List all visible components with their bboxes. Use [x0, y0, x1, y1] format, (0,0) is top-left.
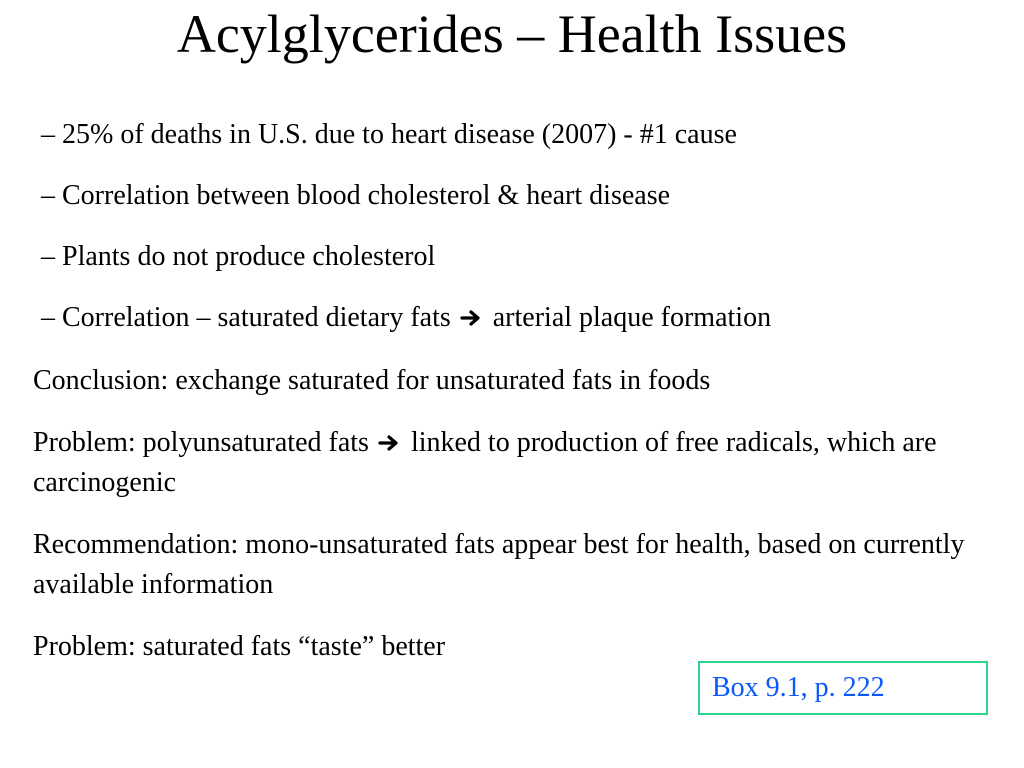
body-paragraphs	[33, 361, 983, 689]
bullet-item	[41, 299, 1001, 360]
problem1-text-before-arrow: Problem: polyunsaturated fats	[33, 427, 376, 458]
right-arrow-icon	[460, 309, 484, 327]
bullet-list	[41, 116, 1001, 360]
right-arrow-icon	[378, 434, 402, 452]
reference-box: Box 9.1, p. 222	[698, 661, 988, 715]
problem-taste-paragraph: Problem: saturated fats “taste” better	[33, 631, 446, 662]
bullet-item: – Correlation between blood cholesterol & heart disease	[41, 180, 671, 211]
bullet-item: – 25% of deaths in U.S. due to heart disease (2007) - #1 cause	[41, 119, 737, 150]
recommendation-paragraph: Recommendation: mono-unsaturated fats appear best for health, based on currently available information	[33, 529, 965, 600]
problem1-text-after-arrow: linked to production of free radicals, which are carcinogenic	[33, 427, 937, 498]
slide-title: Acylglycerides – Health Issues	[176, 4, 848, 64]
bullet-item: – Plants do not produce cholesterol	[41, 241, 436, 272]
bullet-text-after-arrow: arterial plaque formation	[485, 302, 772, 333]
bullet-text-before-arrow: – Correlation – saturated dietary fats	[41, 302, 458, 333]
conclusion-paragraph: Conclusion: exchange saturated for unsaturated fats in foods	[33, 365, 711, 396]
problem-polyunsaturated-paragraph	[33, 423, 983, 503]
